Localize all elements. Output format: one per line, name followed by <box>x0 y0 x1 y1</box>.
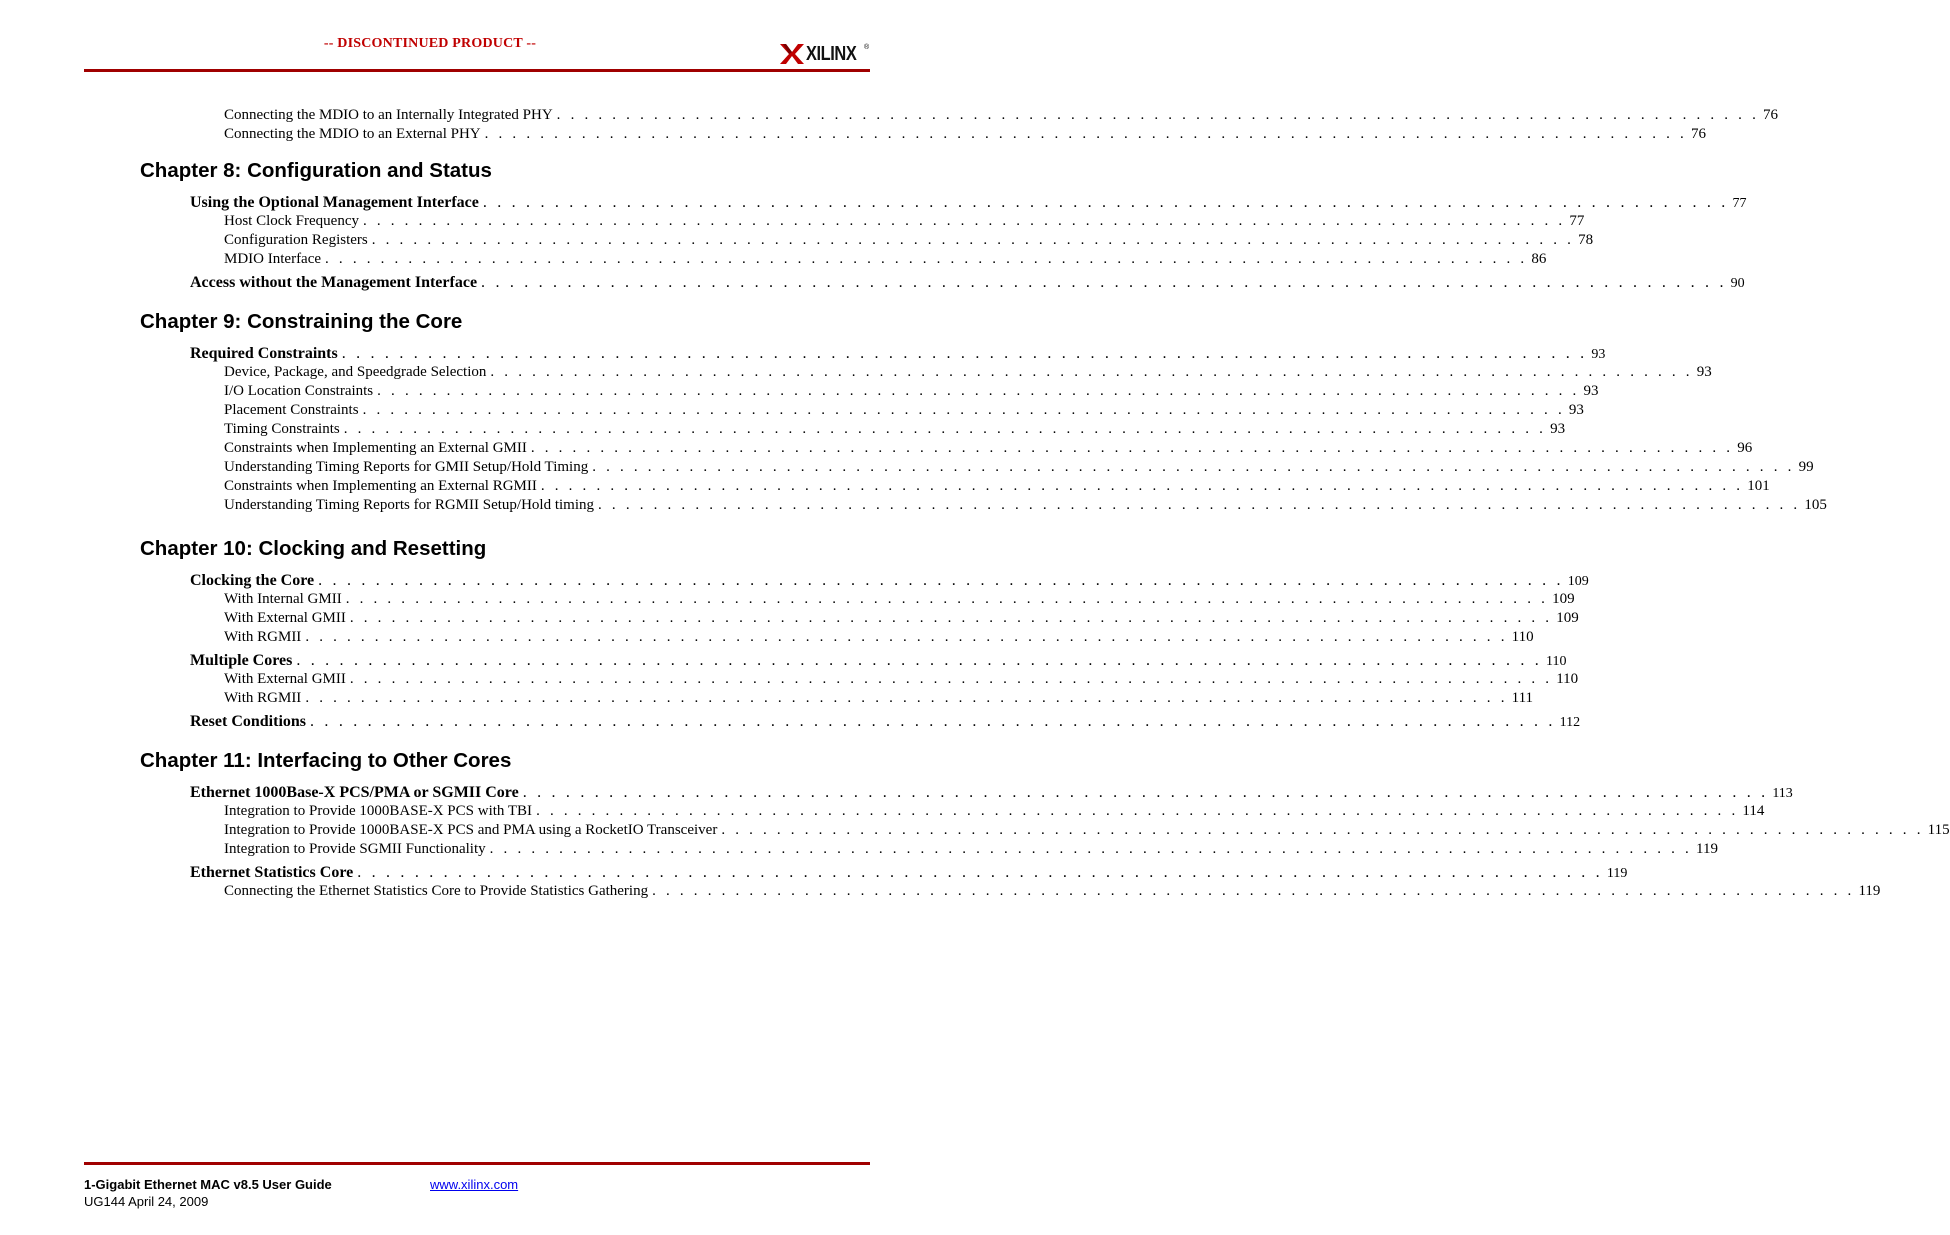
footer-guide-title: 1-Gigabit Ethernet MAC v8.5 User Guide <box>84 1177 332 1192</box>
toc-subentry[interactable] <box>224 459 1814 476</box>
toc-subentry[interactable] <box>224 629 1534 646</box>
toc-entry-title: Configuration Registers <box>224 232 368 248</box>
dot-leader: . . . . . . . . . . . . . . . . . . . . . . . . . . . . . . . . . . . . . . . . . . . . . . . . . . . . . . . . . . . . . . . . . . . . . . . . . . . . . . . . . . . . . . . <box>592 459 1795 475</box>
toc-page-number: 112 <box>1559 715 1581 730</box>
toc-entry-title: I/O Location Constraints <box>224 383 374 399</box>
footer-doc-id: UG144 April 24, 2009 <box>84 1194 209 1209</box>
toc-entry-title: Reset Conditions <box>190 713 307 730</box>
dot-leader: . . . . . . . . . . . . . . . . . . . . . . . . . . . . . . . . . . . . . . . . . . . . . . . . . . . . . . . . . . . . . . . . . . . . . . . . . . . . . . . . . . . . . . . <box>482 194 1729 211</box>
toc-subentry[interactable] <box>224 402 1584 419</box>
toc-section-entry[interactable] <box>190 713 1581 731</box>
dot-leader: . . . . . . . . . . . . . . . . . . . . . . . . . . . . . . . . . . . . . . . . . . . . . . . . . . . . . . . . . . . . . . . . . . . . . . . . . . . . . . . . . . . . . . . <box>362 402 1565 418</box>
chapter-heading[interactable]: Chapter 11: Interfacing to Other Cores <box>140 749 512 772</box>
toc-entry-title: Understanding Timing Reports for RGMII Setup/Hold timing <box>224 497 595 513</box>
toc-subentry[interactable] <box>224 841 1718 858</box>
dot-leader: . . . . . . . . . . . . . . . . . . . . . . . . . . . . . . . . . . . . . . . . . . . . . . . . . . . . . . . . . . . . . . . . . . . . . . . . . . . . . . . . . . . . . . . <box>362 213 1566 229</box>
toc-page-number: 114 <box>1742 803 1765 819</box>
toc-entry-title: Connecting the MDIO to an Internally Integrated PHY <box>224 107 553 123</box>
toc-subentry[interactable] <box>224 883 1881 900</box>
dot-leader: . . . . . . . . . . . . . . . . . . . . . . . . . . . . . . . . . . . . . . . . . . . . . . . . . . . . . . . . . . . . . . . . . . . . . . . . . . . . . . . . . . . . . . . <box>721 822 1924 838</box>
toc-entry-title: Access without the Management Interface <box>190 274 478 291</box>
toc-subentry[interactable] <box>224 383 1599 400</box>
toc-subentry[interactable] <box>224 251 1547 268</box>
toc-page-number: 77 <box>1569 213 1585 229</box>
toc-subentry[interactable] <box>224 497 1827 514</box>
toc-entry-title: Placement Constraints <box>224 402 359 418</box>
toc-entry-title: Connecting the Ethernet Statistics Core to Provide Statistics Gathering <box>224 883 649 899</box>
toc-subentry[interactable] <box>224 232 1594 249</box>
toc-subentry[interactable] <box>224 803 1765 820</box>
dot-leader: . . . . . . . . . . . . . . . . . . . . . . . . . . . . . . . . . . . . . . . . . . . . . . . . . . . . . . . . . . . . . . . . . . . . . . . . . . . . . . . . . . . . . . . <box>490 364 1693 380</box>
toc-entry-title: Integration to Provide SGMII Functionality <box>224 841 486 857</box>
toc-entry-title: Host Clock Frequency <box>224 213 359 229</box>
dot-leader: . . . . . . . . . . . . . . . . . . . . . . . . . . . . . . . . . . . . . . . . . . . . . . . . . . . . . . . . . . . . . . . . . . . . . . . . . . . . . . . . . . . . . . . <box>484 126 1687 142</box>
toc-subentry[interactable] <box>224 690 1534 707</box>
dot-leader: . . . . . . . . . . . . . . . . . . . . . . . . . . . . . . . . . . . . . . . . . . . . . . . . . . . . . . . . . . . . . . . . . . . . . . . . . . . . . . . . . . . . . . . <box>530 440 1734 456</box>
toc-page-number: 86 <box>1531 251 1547 267</box>
toc-page-number: 105 <box>1804 497 1827 513</box>
toc-entry-title: With RGMII <box>224 629 302 645</box>
toc-subentry[interactable] <box>224 126 1706 143</box>
toc-entry-title: Integration to Provide 1000BASE-X PCS with TBI <box>224 803 533 819</box>
dot-leader: . . . . . . . . . . . . . . . . . . . . . . . . . . . . . . . . . . . . . . . . . . . . . . . . . . . . . . . . . . . . . . . . . . . . . . . . . . . . . . . . . . . . . . . <box>598 497 1801 513</box>
toc-entry-title: Clocking the Core <box>190 572 315 589</box>
toc-page-number: 77 <box>1732 196 1747 211</box>
dot-leader: . . . . . . . . . . . . . . . . . . . . . . . . . . . . . . . . . . . . . . . . . . . . . . . . . . . . . . . . . . . . . . . . . . . . . . . . . . . . . . . . . . . . . . . <box>345 591 1549 607</box>
toc-page-number: 109 <box>1552 591 1575 607</box>
toc-page-number: 110 <box>1556 671 1579 687</box>
toc-section-entry[interactable] <box>190 194 1747 212</box>
dot-leader: . . . . . . . . . . . . . . . . . . . . . . . . . . . . . . . . . . . . . . . . . . . . . . . . . . . . . . . . . . . . . . . . . . . . . . . . . . . . . . . . . . . . . . . <box>556 107 1760 123</box>
toc-page-number: 93 <box>1568 402 1584 418</box>
toc-entry-title: Timing Constraints <box>224 421 340 437</box>
discontinued-banner: -- DISCONTINUED PRODUCT -- <box>323 36 537 51</box>
footer-website-link[interactable]: www.xilinx.com <box>430 1177 519 1192</box>
toc-page-number: 119 <box>1606 866 1628 881</box>
toc-entry-title: Ethernet Statistics Core <box>190 864 354 881</box>
dot-leader: . . . . . . . . . . . . . . . . . . . . . . . . . . . . . . . . . . . . . . . . . . . . . . . . . . . . . . . . . . . . . . . . . . . . . . . . . . . . . . . . . . . . . . . <box>357 864 1603 881</box>
toc-page-number: 119 <box>1696 841 1718 857</box>
toc-subentry[interactable] <box>224 107 1779 124</box>
toc-page-number: 115 <box>1927 822 1950 838</box>
header-rule <box>84 69 870 72</box>
toc-entry-title: Constraints when Implementing an External RGMII <box>224 478 537 494</box>
dot-leader: . . . . . . . . . . . . . . . . . . . . . . . . . . . . . . . . . . . . . . . . . . . . . . . . . . . . . . . . . . . . . . . . . . . . . . . . . . . . . . . . . . . . . . . <box>343 421 1547 437</box>
toc-page-number: 99 <box>1798 459 1814 475</box>
dot-leader: . . . . . . . . . . . . . . . . . . . . . . . . . . . . . . . . . . . . . . . . . . . . . . . . . . . . . . . . . . . . . . . . . . . . . . . . . . . . . . . . . . . . . . . <box>325 251 1528 267</box>
toc-entry-title: Connecting the MDIO to an External PHY <box>224 126 481 142</box>
toc-entry-title: Ethernet 1000Base-X PCS/PMA or SGMII Core <box>190 784 519 801</box>
toc-page-number: 101 <box>1747 478 1770 494</box>
toc-subentry[interactable] <box>224 421 1566 438</box>
logo-wordmark: XILINX <box>806 42 857 65</box>
toc-entry-title: Integration to Provide 1000BASE-X PCS and PMA using a RocketIO Transceiver <box>224 822 718 838</box>
toc-section-entry[interactable] <box>190 784 1793 802</box>
toc-page-number: 93 <box>1696 364 1712 380</box>
dot-leader: . . . . . . . . . . . . . . . . . . . . . . . . . . . . . . . . . . . . . . . . . . . . . . . . . . . . . . . . . . . . . . . . . . . . . . . . . . . . . . . . . . . . . . . <box>341 345 1588 362</box>
toc-page-number: 110 <box>1511 629 1534 645</box>
toc-page-number: 93 <box>1591 347 1606 362</box>
xilinx-logo <box>780 40 870 68</box>
toc-section-entry[interactable] <box>190 572 1589 590</box>
chapter-heading[interactable]: Chapter 9: Constraining the Core <box>140 310 463 333</box>
toc-section-entry[interactable] <box>190 345 1606 363</box>
toc-subentry[interactable] <box>224 591 1575 608</box>
toc-entry-title: Using the Optional Management Interface <box>190 194 479 211</box>
toc-page-number: 96 <box>1737 440 1753 456</box>
toc-entry-title: Multiple Cores <box>190 652 293 669</box>
dot-leader: . . . . . . . . . . . . . . . . . . . . . . . . . . . . . . . . . . . . . . . . . . . . . . . . . . . . . . . . . . . . . . . . . . . . . . . . . . . . . . . . . . . . . . . <box>371 232 1575 248</box>
toc-page-number: 119 <box>1858 883 1881 899</box>
toc-page-number: 113 <box>1772 786 1793 801</box>
toc-entry-title: With Internal GMII <box>224 591 342 607</box>
toc-page-number: 110 <box>1545 654 1567 669</box>
dot-leader: . . . . . . . . . . . . . . . . . . . . . . . . . . . . . . . . . . . . . . . . . . . . . . . . . . . . . . . . . . . . . . . . . . . . . . . . . . . . . . . . . . . . . . . <box>318 572 1564 589</box>
toc-page-number: 109 <box>1556 610 1579 626</box>
toc-page-number: 90 <box>1730 276 1745 291</box>
toc-subentry[interactable] <box>224 610 1579 627</box>
chapter-heading[interactable]: Chapter 8: Configuration and Status <box>140 159 492 182</box>
dot-leader: . . . . . . . . . . . . . . . . . . . . . . . . . . . . . . . . . . . . . . . . . . . . . . . . . . . . . . . . . . . . . . . . . . . . . . . . . . . . . . . . . . . . . . . <box>305 690 1508 706</box>
dot-leader: . . . . . . . . . . . . . . . . . . . . . . . . . . . . . . . . . . . . . . . . . . . . . . . . . . . . . . . . . . . . . . . . . . . . . . . . . . . . . . . . . . . . . . . <box>377 383 1580 399</box>
toc-entry-title: With External GMII <box>224 610 346 626</box>
xilinx-mark-icon <box>780 42 804 66</box>
toc-page-number: 93 <box>1583 383 1599 399</box>
toc-section-entry[interactable] <box>190 274 1745 292</box>
dot-leader: . . . . . . . . . . . . . . . . . . . . . . . . . . . . . . . . . . . . . . . . . . . . . . . . . . . . . . . . . . . . . . . . . . . . . . . . . . . . . . . . . . . . . . . <box>349 610 1553 626</box>
chapter-heading[interactable]: Chapter 10: Clocking and Resetting <box>140 537 487 560</box>
toc-page-number: 76 <box>1690 126 1706 142</box>
footer-rule <box>84 1162 870 1165</box>
toc-page-number: 93 <box>1550 421 1566 437</box>
toc-subentry[interactable] <box>224 822 1950 839</box>
dot-leader: . . . . . . . . . . . . . . . . . . . . . . . . . . . . . . . . . . . . . . . . . . . . . . . . . . . . . . . . . . . . . . . . . . . . . . . . . . . . . . . . . . . . . . . <box>652 883 1855 899</box>
toc-subentry[interactable] <box>224 440 1753 457</box>
registered-mark: ® <box>864 44 870 51</box>
toc-entry-title: Required Constraints <box>190 345 338 362</box>
toc-subentry[interactable] <box>224 478 1770 495</box>
dot-leader: . . . . . . . . . . . . . . . . . . . . . . . . . . . . . . . . . . . . . . . . . . . . . . . . . . . . . . . . . . . . . . . . . . . . . . . . . . . . . . . . . . . . . . . <box>536 803 1739 819</box>
toc-page-number: 109 <box>1567 574 1589 589</box>
toc-entry-title: Understanding Timing Reports for GMII Setup/Hold Timing <box>224 459 589 475</box>
dot-leader: . . . . . . . . . . . . . . . . . . . . . . . . . . . . . . . . . . . . . . . . . . . . . . . . . . . . . . . . . . . . . . . . . . . . . . . . . . . . . . . . . . . . . . . <box>349 671 1553 687</box>
toc-entry-title: MDIO Interface <box>224 251 322 267</box>
dot-leader: . . . . . . . . . . . . . . . . . . . . . . . . . . . . . . . . . . . . . . . . . . . . . . . . . . . . . . . . . . . . . . . . . . . . . . . . . . . . . . . . . . . . . . . <box>489 841 1692 857</box>
dot-leader: . . . . . . . . . . . . . . . . . . . . . . . . . . . . . . . . . . . . . . . . . . . . . . . . . . . . . . . . . . . . . . . . . . . . . . . . . . . . . . . . . . . . . . . <box>481 274 1727 291</box>
toc-entry-title: With RGMII <box>224 690 302 706</box>
toc-page-number: 111 <box>1511 690 1534 706</box>
dot-leader: . . . . . . . . . . . . . . . . . . . . . . . . . . . . . . . . . . . . . . . . . . . . . . . . . . . . . . . . . . . . . . . . . . . . . . . . . . . . . . . . . . . . . . . <box>310 713 1556 730</box>
toc-entry-title: Device, Package, and Speedgrade Selection <box>224 364 487 380</box>
toc-page-number: 76 <box>1763 107 1779 123</box>
dot-leader: . . . . . . . . . . . . . . . . . . . . . . . . . . . . . . . . . . . . . . . . . . . . . . . . . . . . . . . . . . . . . . . . . . . . . . . . . . . . . . . . . . . . . . . <box>296 652 1542 669</box>
toc-subentry[interactable] <box>224 213 1585 230</box>
toc-entry-title: Constraints when Implementing an External GMII <box>224 440 527 456</box>
dot-leader: . . . . . . . . . . . . . . . . . . . . . . . . . . . . . . . . . . . . . . . . . . . . . . . . . . . . . . . . . . . . . . . . . . . . . . . . . . . . . . . . . . . . . . . <box>540 478 1744 494</box>
toc-subentry[interactable] <box>224 364 1712 381</box>
toc-section-entry[interactable] <box>190 652 1567 670</box>
toc-page-number: 78 <box>1578 232 1594 248</box>
dot-leader: . . . . . . . . . . . . . . . . . . . . . . . . . . . . . . . . . . . . . . . . . . . . . . . . . . . . . . . . . . . . . . . . . . . . . . . . . . . . . . . . . . . . . . . <box>305 629 1508 645</box>
toc-subentry[interactable] <box>224 671 1579 688</box>
dot-leader: . . . . . . . . . . . . . . . . . . . . . . . . . . . . . . . . . . . . . . . . . . . . . . . . . . . . . . . . . . . . . . . . . . . . . . . . . . . . . . . . . . . . . . . <box>522 784 1769 801</box>
toc-section-entry[interactable] <box>190 864 1628 882</box>
toc-entry-title: With External GMII <box>224 671 346 687</box>
